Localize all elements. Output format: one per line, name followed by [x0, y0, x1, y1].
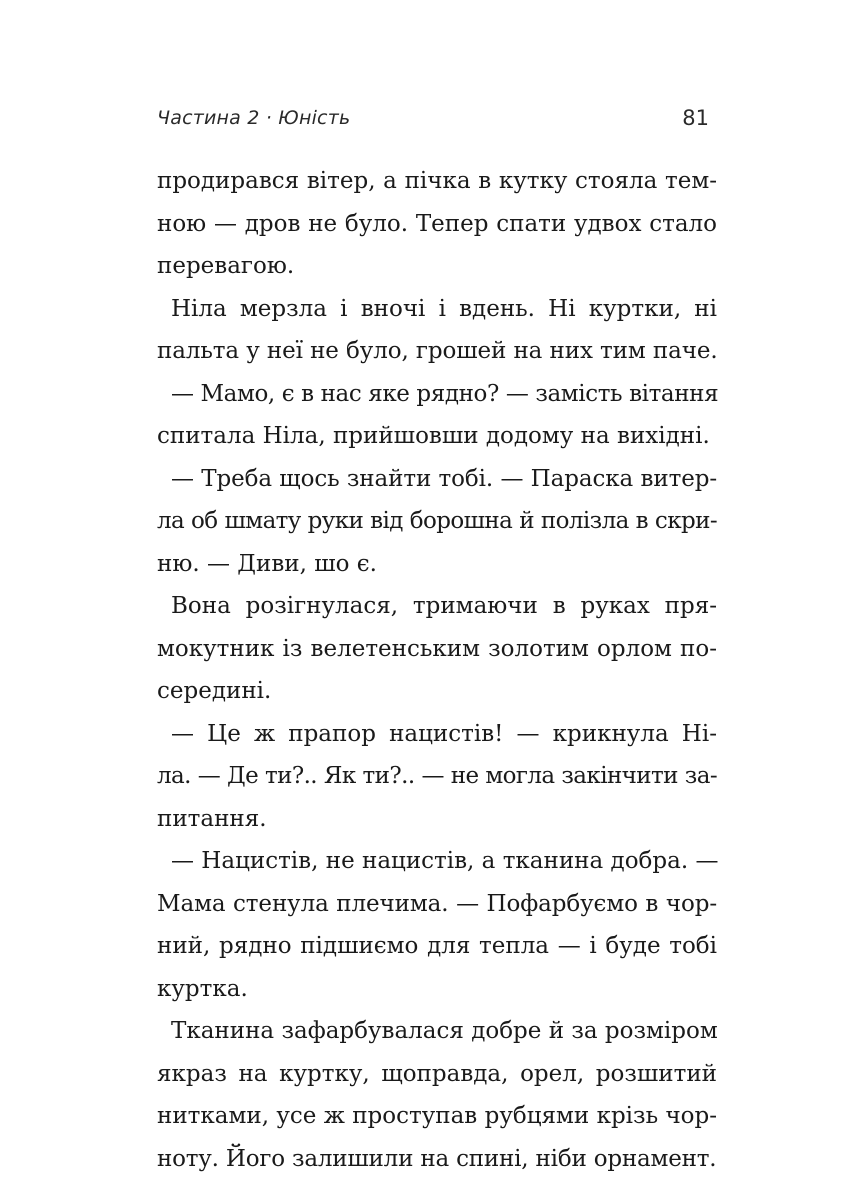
text-line: пальта у неї не було, грошей на них тим паче.	[157, 338, 718, 364]
text-line: — Мамо, є в нас яке рядно? — замість вітання	[171, 380, 719, 407]
text-line: середині.	[157, 678, 272, 704]
page-number: 81	[682, 106, 709, 130]
text-line: — Нацистів, не нацистів, а тканина добра. —	[171, 848, 719, 874]
text-line: ню. — Диви, шо є.	[157, 550, 377, 577]
text-line: продирався вітер, а пічка в кутку стояла тем-	[157, 168, 717, 194]
text-line: Тканина зафарбувалася добре й за розміром	[171, 1018, 718, 1044]
text-line: ний, рядно підшиємо для тепла — і буде тобі	[157, 933, 717, 959]
text-line: ла. — Де ти?.. Як ти?.. — не могла закінчити за-	[157, 763, 717, 789]
paragraph	[157, 840, 717, 1010]
text-line: ною — дров не було. Тепер спати удвох стало	[157, 210, 717, 237]
paragraph	[157, 458, 717, 586]
paragraph	[157, 585, 717, 713]
text-line: нитками, усе ж проступав рубцями крізь чор-	[157, 1103, 717, 1129]
paragraph	[157, 1010, 717, 1180]
text-line: якраз на куртку, щоправда, орел, розшитий	[157, 1060, 717, 1087]
text-line: ла об шмату руки від борошна й полізла в скри-	[157, 508, 717, 534]
text-line: Вона розігнулася, тримаючи в руках пря-	[171, 593, 717, 619]
text-line: перевагою.	[157, 253, 295, 279]
body-text	[157, 160, 717, 1180]
text-line: ноту. Його залишили на спині, ніби орнамент.	[157, 1145, 717, 1172]
text-line: куртка.	[157, 975, 248, 1002]
text-line: — Це ж прапор нацистів! — крикнула Ні-	[171, 720, 717, 747]
text-line: — Треба щось знайти тобі. — Параска витер-	[171, 465, 717, 492]
text-line: Мама стенула плечима. — Пофарбуємо в чор-	[157, 890, 717, 917]
text-line: Ніла мерзла і вночі і вдень. Ні куртки, ні	[171, 295, 717, 322]
paragraph	[157, 373, 717, 458]
paragraph	[157, 713, 717, 841]
running-head: Частина 2 · Юність	[157, 107, 351, 129]
text-line: спитала Ніла, прийшовши додому на вихідні.	[157, 423, 710, 449]
text-line: мокутник із велетенським золотим орлом по-	[157, 635, 717, 662]
paragraph	[157, 160, 717, 288]
paragraph	[157, 288, 717, 373]
text-line: питання.	[157, 805, 267, 832]
